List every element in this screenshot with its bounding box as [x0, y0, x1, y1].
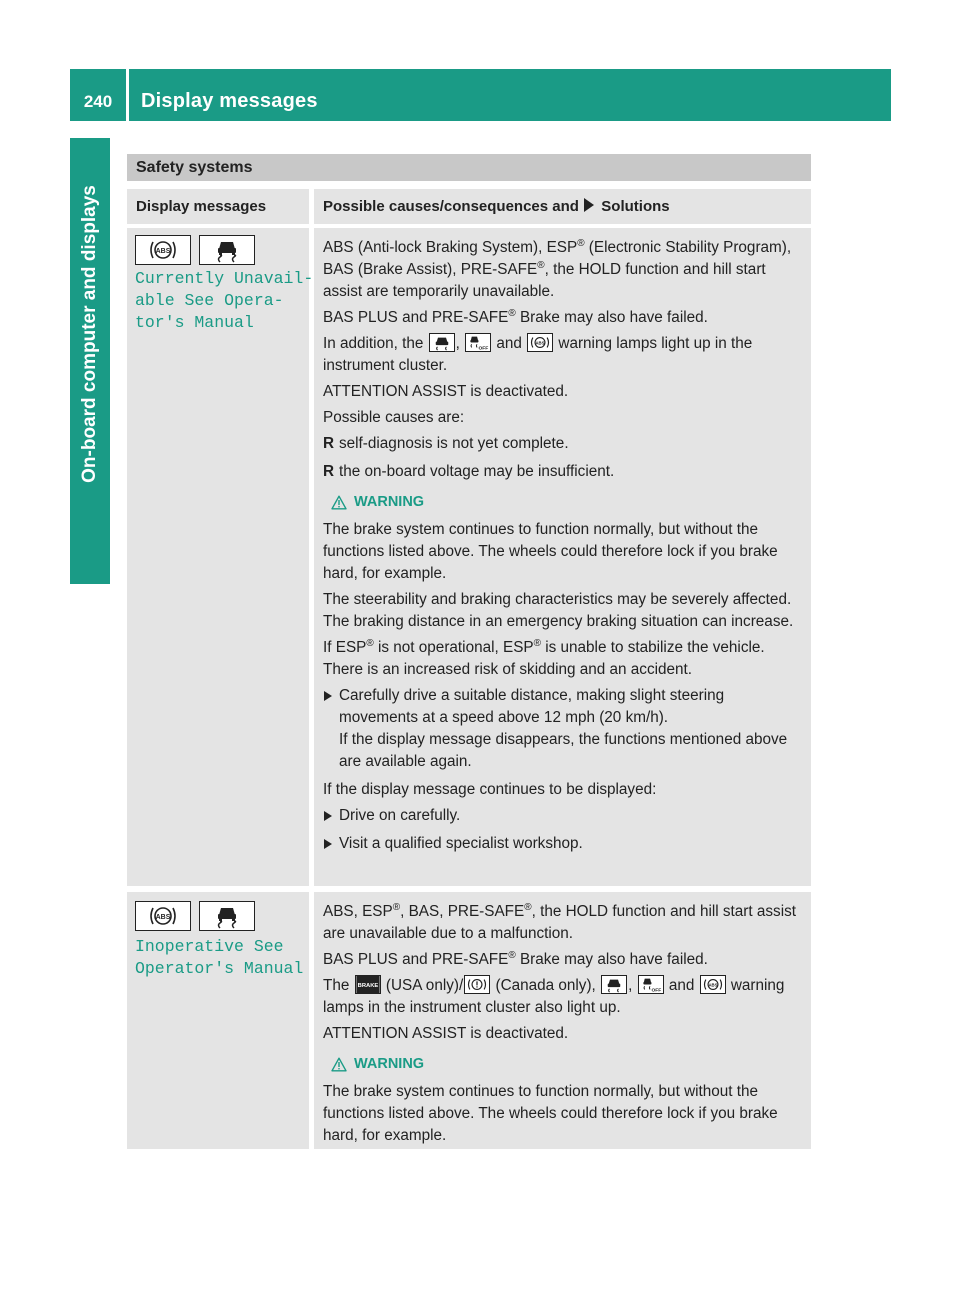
brake-warning-icon	[355, 975, 381, 994]
text-fragment: (Canada only),	[495, 977, 596, 994]
row2-icon-row	[135, 901, 255, 931]
step-arrow-icon	[324, 811, 332, 821]
bullet-marker: R	[323, 435, 335, 452]
row1-warning-paragraph: The steerability and braking characteristics may be severely affected. The braking distance in an emergency braking situation can increase.	[323, 591, 794, 630]
esp-off-icon	[465, 333, 491, 352]
solutions-label: Solutions	[601, 198, 670, 215]
row1-paragraph: ABS (Anti-lock Braking System), ESP® (Electronic Stability Program), BAS (Brake Assist), PRE-SAFE®, the HOLD function and hill start assist are temporarily unavailable.	[323, 237, 792, 300]
page-number: 240	[83, 92, 113, 111]
row1-paragraph: ATTENTION ASSIST is deactivated.	[323, 383, 569, 400]
warning-label: WARNING	[354, 1056, 425, 1072]
row1-warning-paragraph: The brake system continues to function normally, but without the functions listed above. The wheels could therefore lock if you brake hard, for example.	[323, 521, 778, 582]
svg-text:BRAKE: BRAKE	[357, 983, 378, 990]
text-fragment: and	[496, 335, 522, 352]
row2-display-message: Inoperative See Operator's Manual	[135, 937, 304, 978]
list-item	[323, 433, 803, 455]
column-header-causes	[314, 189, 811, 224]
side-label	[70, 138, 110, 530]
section-title: Safety systems	[127, 154, 811, 181]
step-item	[323, 833, 803, 855]
row2-lamp-paragraph	[323, 975, 803, 1019]
text-fragment: ,	[455, 335, 460, 352]
row2-description-cell	[314, 892, 811, 1149]
warning-label: WARNING	[354, 494, 425, 510]
svg-text:ABS: ABS	[708, 982, 718, 988]
svg-text:OFF: OFF	[651, 988, 661, 993]
row2-display-cell	[127, 892, 309, 1149]
row1-description-cell	[314, 228, 811, 886]
warning-triangle-icon	[331, 1057, 347, 1072]
page-title: Display messages	[141, 90, 318, 112]
row1-paragraph: BAS PLUS and PRE-SAFE® Brake may also have failed.	[323, 307, 708, 326]
step-text: Visit a qualified specialist workshop.	[339, 835, 583, 852]
warning-triangle-icon	[331, 495, 347, 510]
svg-text:OFF: OFF	[478, 346, 489, 351]
row2-warning-paragraph: The brake system continues to function normally, but without the functions listed above. The wheels could therefore lock if you brake hard, for example.	[323, 1083, 778, 1144]
svg-text:ABS: ABS	[155, 248, 171, 255]
esp-off-icon	[638, 975, 664, 994]
list-item-text: the on-board voltage may be insufficient.	[339, 463, 615, 480]
step-arrow-icon	[324, 691, 332, 701]
warning-heading	[323, 1053, 803, 1075]
row1-paragraph: Possible causes are:	[323, 409, 465, 426]
bullet-marker: R	[323, 463, 335, 480]
side-label-text: On-board computer and displays	[79, 185, 100, 483]
step-text: Carefully drive a suitable distance, making slight steering movements at a speed above 12 mph (20 km/h).	[339, 687, 725, 726]
abs-warning-icon	[527, 333, 553, 352]
step-result-text: If the display message disappears, the functions mentioned above are available again.	[339, 731, 788, 770]
esp-skid-icon	[199, 901, 255, 931]
abs-warning-icon	[135, 235, 191, 265]
abs-warning-icon	[700, 975, 726, 994]
step-arrow-icon	[324, 839, 332, 849]
causes-label: Possible causes/consequences and	[323, 198, 579, 215]
step-text: Drive on carefully.	[339, 807, 461, 824]
svg-text:ABS: ABS	[535, 340, 545, 346]
step-item	[323, 685, 803, 773]
row1-display-message: Currently Unavail- able See Opera- tor's Manual	[135, 269, 314, 332]
list-item-text: self-diagnosis is not yet complete.	[339, 435, 569, 452]
row1-paragraph: If the display message continues to be displayed:	[323, 781, 657, 798]
row1-icon-row	[135, 235, 255, 265]
row1-display-cell	[127, 228, 314, 886]
text-fragment: warning lamps in the instrument cluster also light up.	[323, 977, 785, 1016]
text-fragment: (USA only)/	[385, 977, 464, 994]
warning-heading	[323, 491, 803, 513]
row2-paragraph: BAS PLUS and PRE-SAFE® Brake may also have failed.	[323, 949, 708, 968]
list-item	[323, 461, 803, 483]
row1-lamp-paragraph	[323, 333, 803, 377]
row2-paragraph: ATTENTION ASSIST is deactivated.	[323, 1025, 569, 1042]
row1-warning-paragraph: If ESP® is not operational, ESP® is unable to stabilize the vehicle. There is an increased risk of skidding and an accident.	[323, 637, 765, 678]
esp-skid-icon	[601, 975, 627, 994]
step-item	[323, 805, 803, 827]
abs-warning-icon	[135, 901, 191, 931]
text-fragment: warning lamps light up in the instrument cluster.	[323, 335, 753, 374]
svg-text:ABS: ABS	[155, 914, 171, 921]
text-fragment: In addition, the	[323, 335, 424, 352]
text-fragment: and	[668, 977, 695, 994]
header-divider	[126, 69, 129, 121]
column-header-messages: Display messages	[127, 189, 309, 224]
text-fragment: The	[323, 977, 350, 994]
esp-skid-icon	[199, 235, 255, 265]
row2-paragraph: ABS, ESP®, BAS, PRE-SAFE®, the HOLD function and hill start assist are unavailable due to a malfunction.	[323, 901, 796, 942]
arrow-right-icon	[584, 198, 594, 212]
esp-skid-icon	[429, 333, 455, 352]
text-fragment: ,	[628, 977, 633, 994]
brake-circle-icon	[464, 975, 490, 994]
